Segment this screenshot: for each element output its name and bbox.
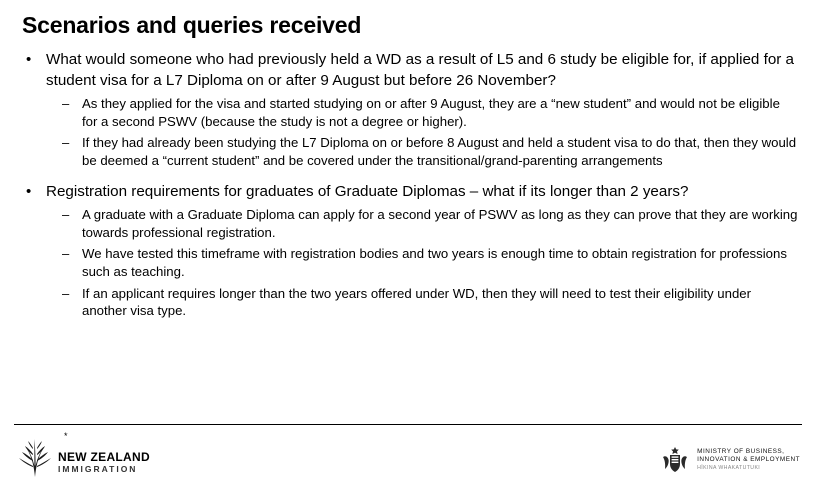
dash-glyph: – [62,95,70,111]
mbie-maori-line: HĪKINA WHAKATUTUKI [697,465,761,472]
sub-list-item [60,206,798,241]
immigration-nz-wordmark [58,451,150,478]
star-icon: * [64,431,68,441]
list-item [22,50,798,169]
list-item [22,182,798,320]
sub-list-item-text: As they applied for the visa and started studying on or after 9 August, they are a “new student” and would not be eligible for a second PSWV (because the study is not a degree or higher). [82,95,780,129]
logo-line-2: IMMIGRATION [58,463,138,474]
sub-list-item-text: A graduate with a Graduate Diploma can apply for a second year of PSWV as long as they can prove that they are working towards professional registration. [82,206,798,240]
bullet-list [22,50,798,320]
bullet-glyph: • [26,51,32,69]
sub-list-item [60,95,798,130]
logo-line-1: NEW ZEALAND [58,449,150,464]
sub-list-item-text: We have tested this timeframe with registration bodies and two years is enough time to obtain registration for professions such as teaching. [82,246,787,279]
bullet-glyph: • [26,182,32,200]
sub-bullet-list [46,95,798,170]
sub-list-item [60,245,798,280]
page-title: Scenarios and queries received [22,12,362,38]
dash-glyph: – [62,206,70,222]
slide-footer [0,425,816,483]
mbie-line-2: INNOVATION & EMPLOYMENT [697,456,800,464]
list-item-text: Registration requirements for graduates of Graduate Diplomas – what if its longer than 2 years? [46,182,689,200]
sub-list-item [60,285,798,320]
mbie-wordmark [697,448,800,472]
immigration-nz-logo [18,431,150,477]
dash-glyph: – [62,246,70,262]
sub-bullet-list [46,206,798,320]
sub-list-item [60,134,798,169]
dash-glyph: – [62,135,70,151]
list-item-text: What would someone who had previously held a WD as a result of L5 and 6 study be eligible for, if applied for a student visa for a L7 Diploma on or after 9 August but before 26 November? [46,51,794,89]
slide-content [0,50,816,320]
mbie-line-1: MINISTRY OF BUSINESS, [697,448,785,456]
dash-glyph: – [62,285,70,301]
slide [0,12,816,483]
sub-list-item-text: If an applicant requires longer than the two years offered under WD, then they will need to test their eligibility under another visa type. [82,285,752,319]
sub-list-item-text: If they had already been studying the L7 Diploma on or before 8 August and held a student visa to do that, then they would be deemed a “current student” and be covered under the transitional/grand-parenting arrangements [82,135,797,168]
silver-fern-icon [18,437,52,477]
